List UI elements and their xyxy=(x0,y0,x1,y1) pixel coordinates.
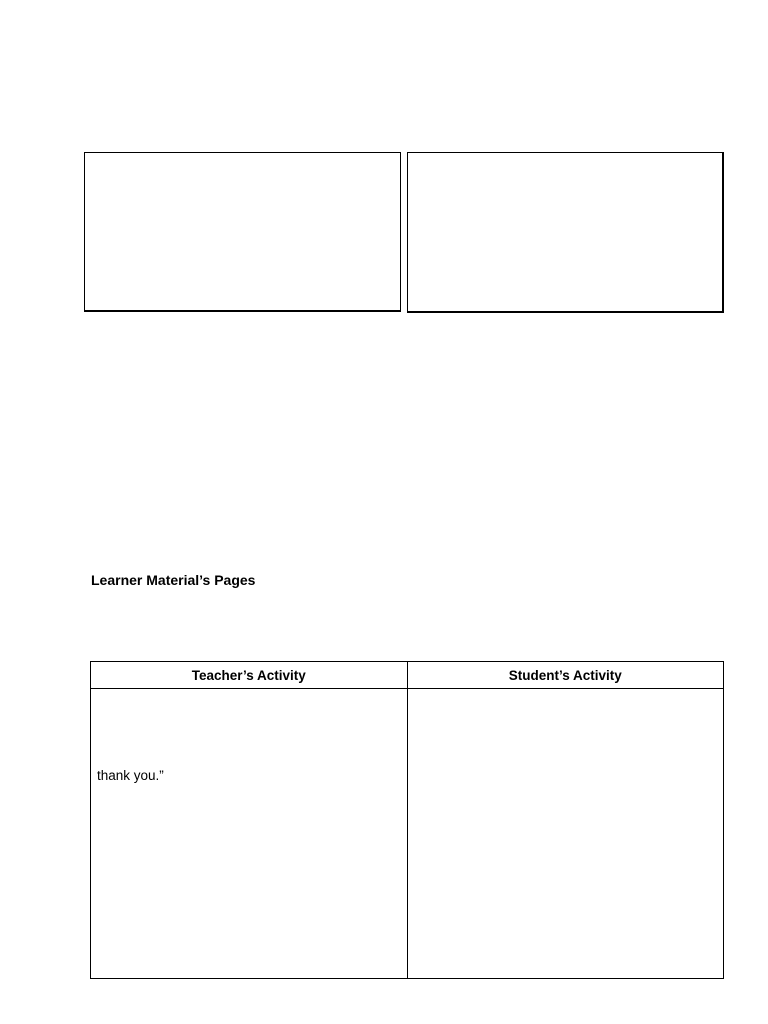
empty-box-left xyxy=(84,152,401,312)
column-header-student-activity: Student’s Activity xyxy=(407,662,724,689)
teacher-activity-cell xyxy=(91,689,408,979)
activity-table xyxy=(90,661,724,979)
teacher-activity-text: thank you.” xyxy=(97,768,164,783)
table-header-row xyxy=(91,662,724,689)
column-header-teacher-activity: Teacher’s Activity xyxy=(91,662,408,689)
student-activity-cell xyxy=(407,689,724,979)
table-row xyxy=(91,689,724,979)
section-heading: Learner Material’s Pages xyxy=(91,572,256,588)
empty-box-right xyxy=(407,152,724,313)
